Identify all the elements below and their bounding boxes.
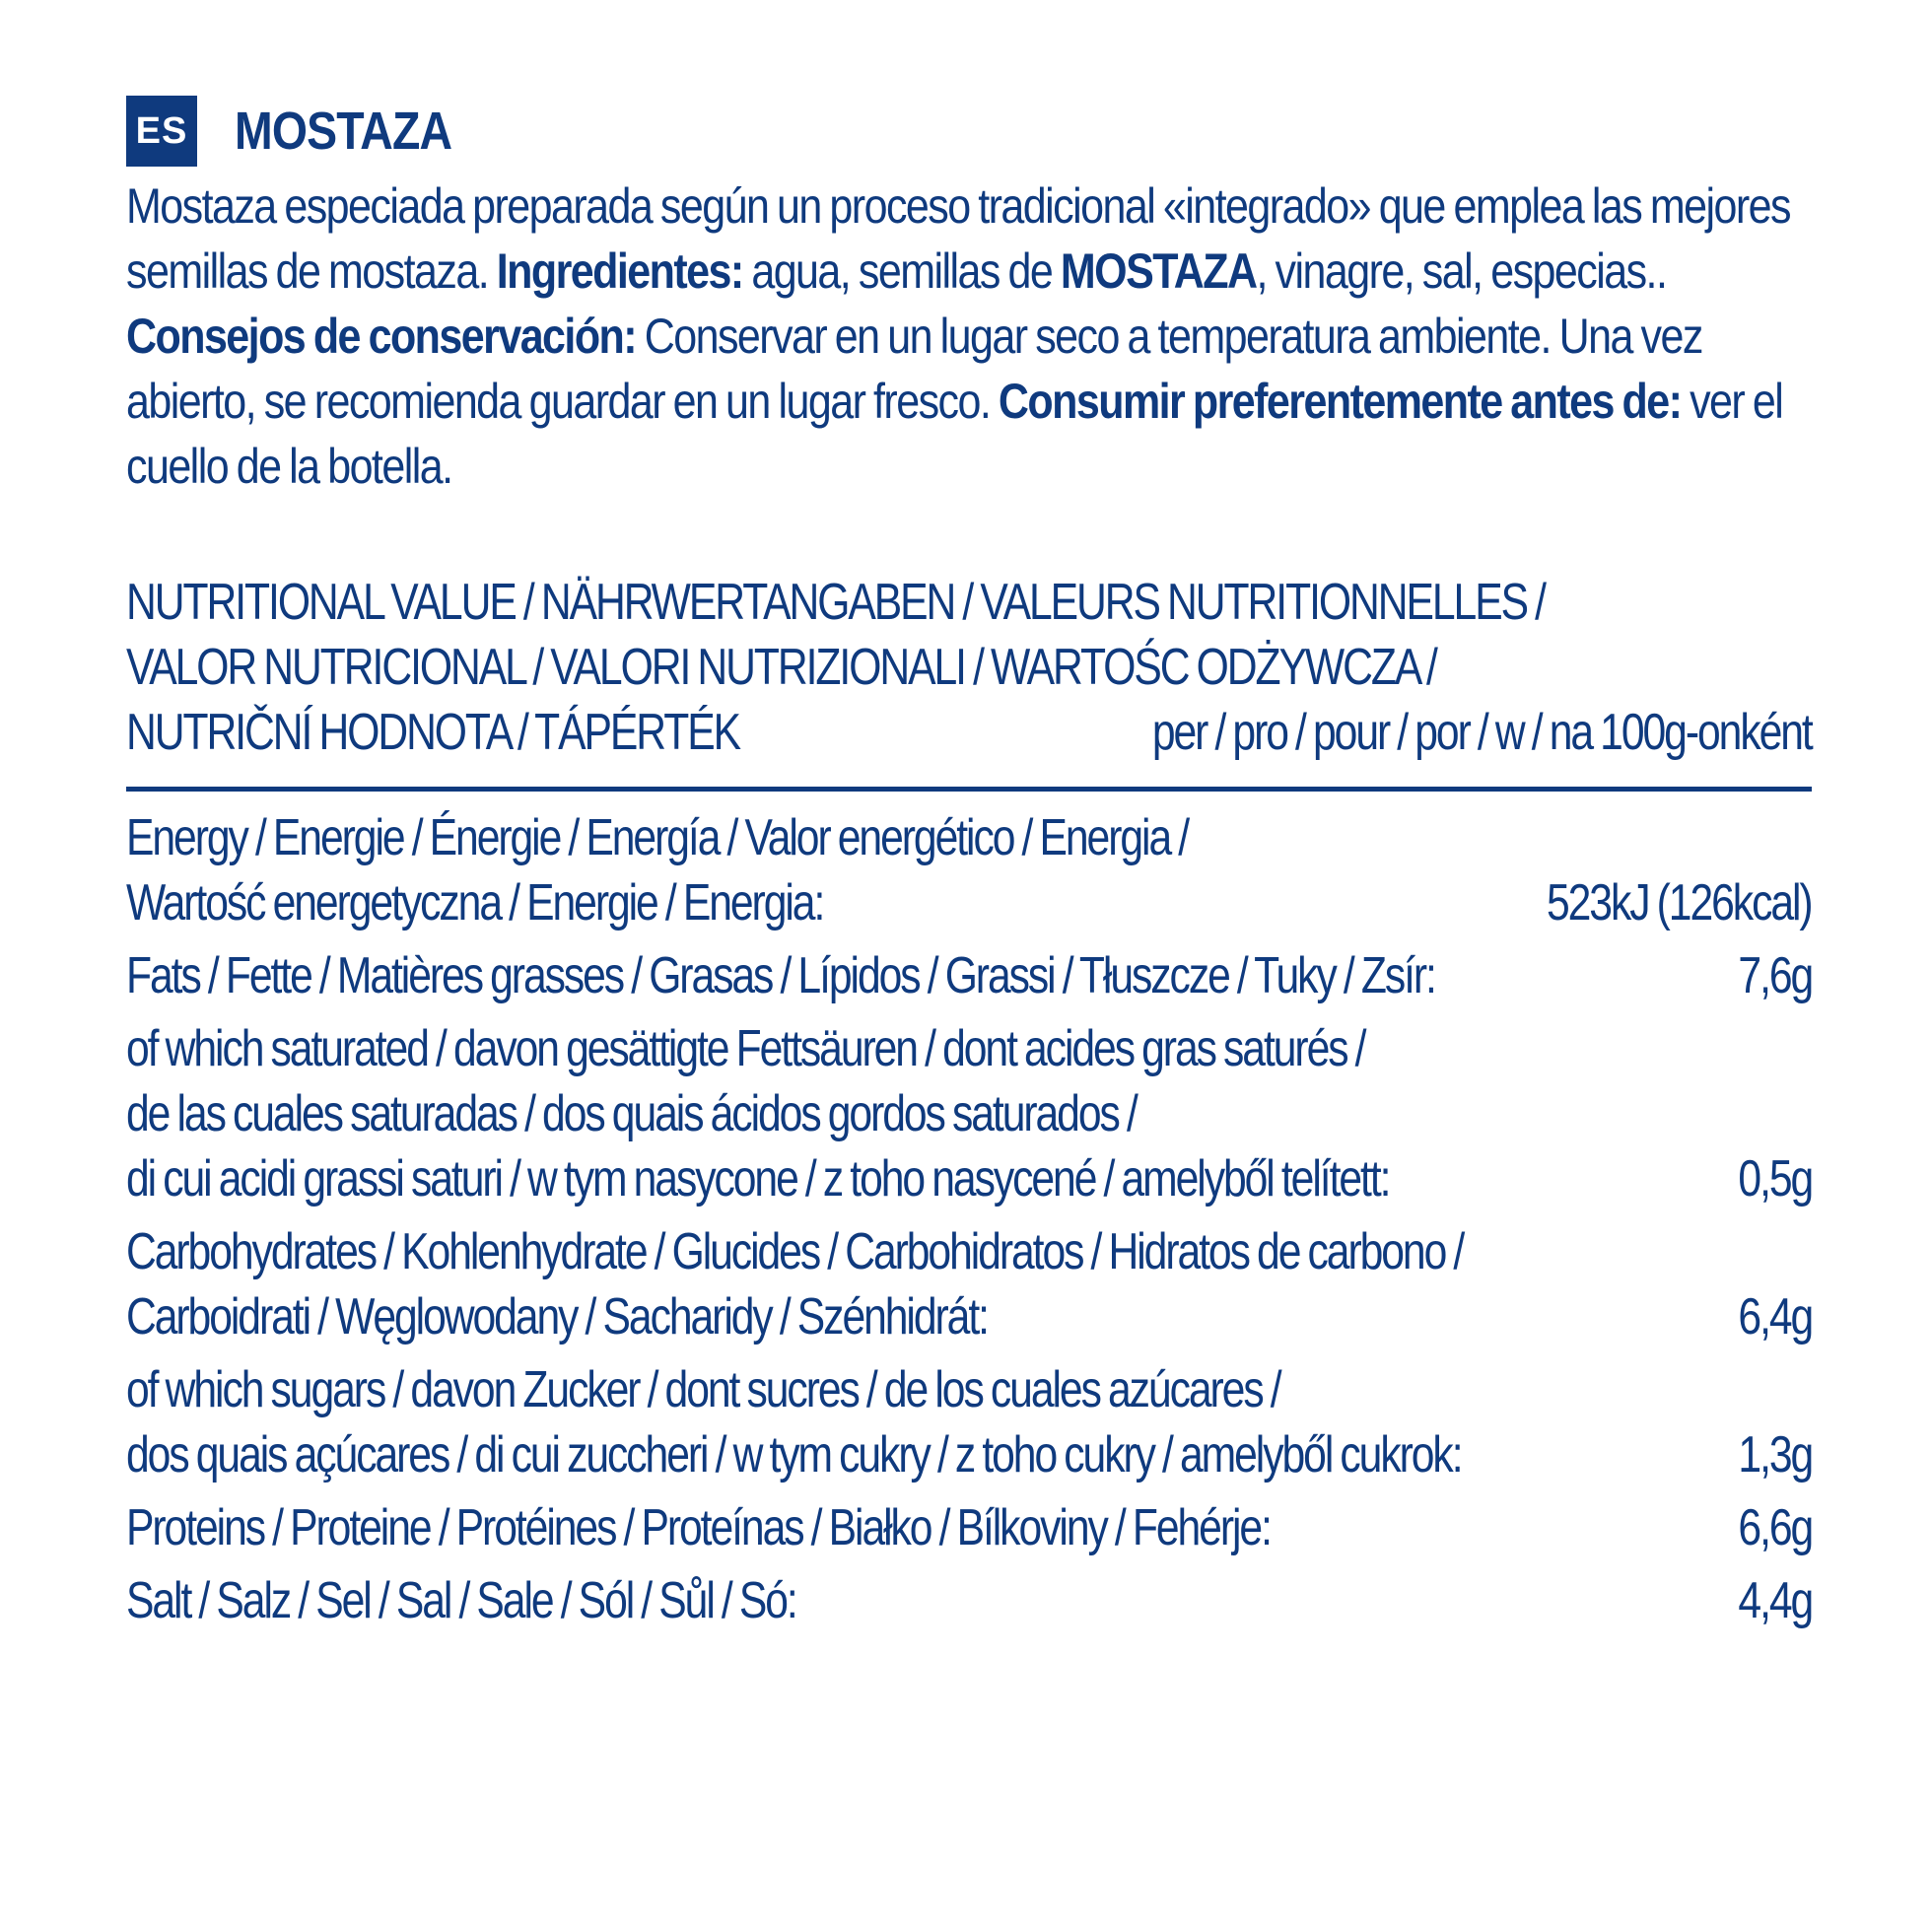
ingredients-text: agua, semillas de	[742, 243, 1061, 299]
nutrition-header-line: NUTRIČNÍ HODNOTA / TÁPÉRTÉK	[126, 704, 740, 761]
nutrition-header-line: NUTRITIONAL VALUE / NÄHRWERTANGABEN / VALEURS NUTRITIONNELLES /	[126, 574, 1545, 631]
nutrient-value: 6,4g	[1738, 1288, 1812, 1346]
product-description	[126, 173, 1813, 499]
nutrient-label: Carbohydrates / Kohlenhydrate / Glucides / Carbohidratos / Hidratos de carbono /	[126, 1223, 1464, 1280]
allergen-mustard: MOSTAZA	[1060, 243, 1257, 299]
nutrient-value: 523kJ (126kcal)	[1547, 874, 1812, 932]
nutrient-label: dos quais açúcares / di cui zuccheri / w tym cukry / z toho cukry / amelyből cukrok:	[126, 1426, 1462, 1484]
nutrition-row-salt	[126, 1568, 1812, 1633]
best-before-label: Consumir preferentemente antes de:	[998, 374, 1682, 429]
nutrient-value: 6,6g	[1738, 1499, 1812, 1556]
nutrition-table	[126, 805, 1812, 1633]
storage-text: Conservar en un lugar seco a temperatura ambiente. Una vez abierto, se recomienda guardar en un lugar fresco.	[126, 309, 1702, 429]
nutrient-value: 4,4g	[1738, 1572, 1812, 1629]
nutrient-value: 7,6g	[1738, 947, 1812, 1004]
nutrition-header-line: VALOR NUTRICIONAL / VALORI NUTRIZIONALI / WARTOŚC ODŻYWCZA /	[126, 639, 1436, 696]
nutrition-divider	[126, 787, 1812, 792]
nutrition-row-carbohydrates	[126, 1219, 1812, 1349]
nutrition-row-sugars	[126, 1357, 1812, 1487]
per-100g-label: per / pro / pour / por / w / na 100g-onként	[1152, 704, 1812, 761]
nutrition-row-proteins	[126, 1495, 1812, 1560]
nutrient-value: 1,3g	[1738, 1426, 1812, 1484]
nutrient-label: de las cuales saturadas / dos quais ácidos gordos saturados /	[126, 1085, 1137, 1142]
language-heading	[126, 95, 1812, 168]
best-before-text: ver el cuello de la botella.	[126, 374, 1783, 494]
description-intro: Mostaza especiada preparada según un proceso tradicional «integrado» que emplea las mejores semillas de mostaza.	[126, 178, 1791, 299]
nutrient-label: of which sugars / davon Zucker / dont sucres / de los cuales azúcares /	[126, 1361, 1280, 1418]
ingredients-label: Ingredientes:	[496, 243, 743, 299]
nutrition-row-saturated	[126, 1016, 1812, 1211]
nutrient-label: Carboidrati / Węglowodany / Sacharidy / Szénhidrát:	[126, 1288, 988, 1346]
nutrient-label: of which saturated / davon gesättigte Fettsäuren / dont acides gras saturés /	[126, 1020, 1365, 1077]
language-badge: ES	[126, 96, 197, 167]
nutrition-row-fats	[126, 943, 1812, 1008]
nutrient-label: Energy / Energie / Énergie / Energía / Valor energético / Energia /	[126, 809, 1189, 866]
product-label	[126, 95, 1812, 1641]
ingredients-text-rest: , vinagre, sal, especias..	[1256, 243, 1667, 299]
nutrient-label: Proteins / Proteine / Protéines / Proteínas / Białko / Bílkoviny / Fehérje:	[126, 1499, 1271, 1556]
nutrient-label: Wartość energetyczna / Energie / Energia:	[126, 874, 824, 932]
product-title: MOSTAZA	[235, 102, 452, 161]
nutrient-label: Fats / Fette / Matières grasses / Grasas / Lípidos / Grassi / Tłuszcze / Tuky / Zsír:	[126, 947, 1435, 1004]
nutrition-row-energy	[126, 805, 1812, 935]
nutrient-label: Salt / Salz / Sel / Sal / Sale / Sól / Sůl / Só:	[126, 1572, 796, 1629]
nutrient-label: di cui acidi grassi saturi / w tym nasycone / z toho nasycené / amelyből telített:	[126, 1150, 1390, 1208]
nutrition-header	[126, 570, 1812, 765]
nutrient-value: 0,5g	[1738, 1150, 1812, 1208]
storage-label: Consejos de conservación:	[126, 309, 637, 364]
